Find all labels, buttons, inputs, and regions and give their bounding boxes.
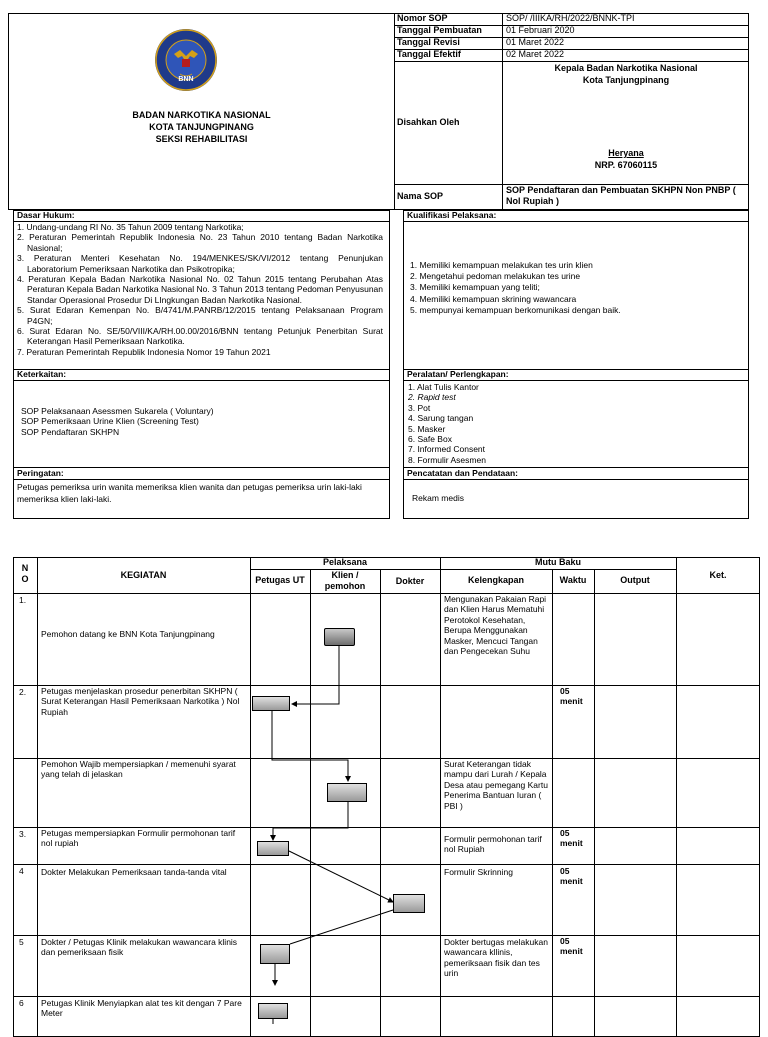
dasar-hukum-title: Dasar Hukum: [17,210,75,220]
sop-name-value: SOP Pendaftaran dan Pembuatan SKHPN Non PNBP ( Nol Rupiah ) [506,185,736,206]
dasar-hukum-item: 2. Peraturan Pemerintah Republik Indonesia No. 23 Tahun 2010 tentang Badan Narkotika Nasional; [17,232,383,253]
dasar-hukum-item: 4. Peraturan Kepala Badan Narkotika Nasional No. 02 Tahun 2015 tentang Perubahan Atas Peraturan Kepala Badan Narkotika Nasional No. 3 Tahun 2013 tentang Pedoman Penyusunan Standar Operasional Prosedur Di LIngkungan Badan Narkotika Nasional. [17,274,383,305]
col-no-header: N O [21,563,29,584]
row-number: 2. [19,687,27,697]
kualifikasi-item: 3. Memiliki kemampuan yang teliti; [410,282,540,293]
row-kelengkapan: Formulir Skrinning [444,867,513,877]
peralatan-item: 1. Alat Tulis Kantor [408,382,479,392]
dasar-hukum-item: 3. Peraturan Menteri Kesehatan No. 194/MENKES/SK/VI/2012 tentang Penunjukan Laboratorium Pemeriksaan Narkotika dan Psikotropika; [17,253,383,274]
dasar-hukum-item: 7. Peraturan Pemerintah Republik Indonesia Nomor 19 Tahun 2021 [17,346,271,357]
row-waktu: 05 menit [560,936,583,957]
kualifikasi-item: 5. mempunyai kemampuan berkomunikasi dengan baik. [410,304,621,315]
org-name-line-3: SEKSI REHABILITASI [155,134,248,144]
approver-name: Heryana [608,148,644,158]
peralatan-item: 4. Sarung tangan [408,413,474,424]
pencatatan-text: Rekam medis [412,493,464,503]
peringatan-text: Petugas pemeriksa urin wanita memeriksa klien wanita dan petugas pemeriksa urin laki-laki memeriksa klien laki-laki. [17,482,362,504]
peralatan-item: 7. Informed Consent [408,444,486,455]
org-name-line-1: BADAN NARKOTIKA NASIONAL [132,110,271,120]
kualifikasi-item: 4. Memiliki kemampuan skrining wawancara [410,293,577,304]
col-klien-header: Klien / pemohon [324,570,366,591]
keterkaitan-item: SOP Pendaftaran SKHPN [21,426,120,437]
row-waktu: 05 menit [560,828,583,849]
row-number: 5 [19,937,24,947]
peralatan-title: Peralatan/ Perlengkapan: [407,369,509,379]
meta-value-nomor: SOP/ /IIIKA/RH/2022/BNNK-TPI [506,13,635,23]
keterkaitan-title: Keterkaitan: [17,369,67,379]
row-kegiatan: Dokter Melakukan Pemeriksaan tanda-tanda vital [41,867,227,877]
col-ket-header: Ket. [709,570,727,580]
meta-value-efektif: 02 Maret 2022 [506,49,565,59]
peralatan-item: 8. Formulir Asesmen [408,454,486,465]
row-number: 6 [19,998,24,1008]
row-kegiatan: Pemohon datang ke BNN Kota Tanjungpinang [41,629,215,639]
row-kegiatan: Petugas mempersiapkan Formulir permohonan tarif nol rupiah [41,828,236,849]
col-mutu-header: Mutu Baku [535,557,581,567]
meta-label-nomor: Nomor SOP [397,13,448,23]
row-waktu: 05 menit [560,866,583,887]
col-petugas-header: Petugas UT [255,575,305,585]
row-number: 1. [19,595,27,605]
sop-name-label: Nama SOP [397,191,444,201]
approver-title-1: Kepala Badan Narkotika Nasional [554,63,698,73]
pencatatan-title: Pencatatan dan Pendataan: [407,468,519,478]
keterkaitan-item: SOP Pemeriksaan Urine Klien (Screening Test) [21,416,199,427]
peralatan-item: 2. Rapid test [408,392,456,403]
meta-label-revisi: Tanggal Revisi [397,37,460,47]
row-kegiatan: Petugas menjelaskan prosedur penerbitan SKHPN ( Surat Keterangan Hasil Pemeriksaan Narkotika ) Nol Rupiah [41,686,240,717]
row-number: 3. [19,829,27,839]
meta-label-pembuatan: Tanggal Pembuatan [397,25,482,35]
col-dokter-header: Dokter [395,576,425,586]
col-pelaksana-header: Pelaksana [322,557,368,567]
logo-center-label: BNN [178,76,194,83]
col-waktu-header: Waktu [559,575,587,585]
dasar-hukum-item: 6. Surat Edaran No. SE/50/VIII/KA/RH.00.00/2016/BNN tentang Petunjuk Penerbitan Surat Keterangan Hasil Pemeriksaan Narkotika. [17,326,383,347]
row-waktu: 05 menit [560,686,583,707]
col-kelengkapan-header: Kelengkapan [467,575,525,585]
row-number: 4 [19,866,24,876]
org-name-line-2: KOTA TANJUNGPINANG [149,122,254,132]
kualifikasi-title: Kualifikasi Pelaksana: [407,210,497,220]
peralatan-item: 5. Masker [408,423,446,434]
approver-nrp: NRP. 67060115 [594,160,658,170]
meta-value-pembuatan: 01 Februari 2020 [506,25,575,35]
col-output-header: Output [620,575,650,585]
dasar-hukum-item: 1. Undang-undang RI No. 35 Tahun 2009 tentang Narkotika; [17,222,244,232]
row-kegiatan: Pemohon Wajib mempersiapkan / memenuhi syarat yang telah di jelaskan [41,759,236,780]
peralatan-item: 6. Safe Box [408,434,452,445]
col-kegiatan-header: KEGIATAN [120,570,167,580]
row-kelengkapan: Dokter bertugas melakukan wawancara kllinis, pemeriksaan fisik dan tes urin [444,937,548,979]
row-kelengkapan: Mengunakan Pakaian Rapi dan Klien Harus Mematuhi Perotokol Kesehatan, Berupa Menggunakan Masker, Mencuci Tangan dan Pengecekan Suhu [444,594,547,657]
approved-label: Disahkan Oleh [397,117,460,127]
kualifikasi-item: 2. Mengetahui pedoman melakukan tes urine [410,271,581,282]
row-kelengkapan: Formulir permohonan tarif nol Rupiah [444,834,542,855]
meta-label-efektif: Tanggal Efektif [397,49,461,59]
approver-title-2: Kota Tanjungpinang [582,75,670,85]
row-kegiatan: Petugas Klinik Menyiapkan alat tes kit dengan 7 Pare Meter [41,998,242,1019]
peralatan-item: 3. Pot [408,402,431,413]
dasar-hukum-item: 5. Surat Edaran Kemenpan No. B/4741/M.PANRB/12/2015 tentang Pelaksanaan Program P4GN; [17,305,383,326]
kualifikasi-item: 1. Memiliki kemampuan melakukan tes urin klien [410,260,593,270]
row-kelengkapan: Surat Keterangan tidak mampu dari Lurah / Kepala Desa atau pemegang Kartu Penerima Bantuan Iuran ( PBI ) [444,759,548,811]
row-kegiatan: Dokter / Petugas Klinik melakukan wawancara klinis dan pemeriksaan fisik [41,937,238,958]
keterkaitan-item: SOP Pelaksanaan Asessmen Sukarela ( Voluntary) [21,406,214,416]
meta-value-revisi: 01 Maret 2022 [506,37,565,47]
peringatan-title: Peringatan: [17,468,64,478]
